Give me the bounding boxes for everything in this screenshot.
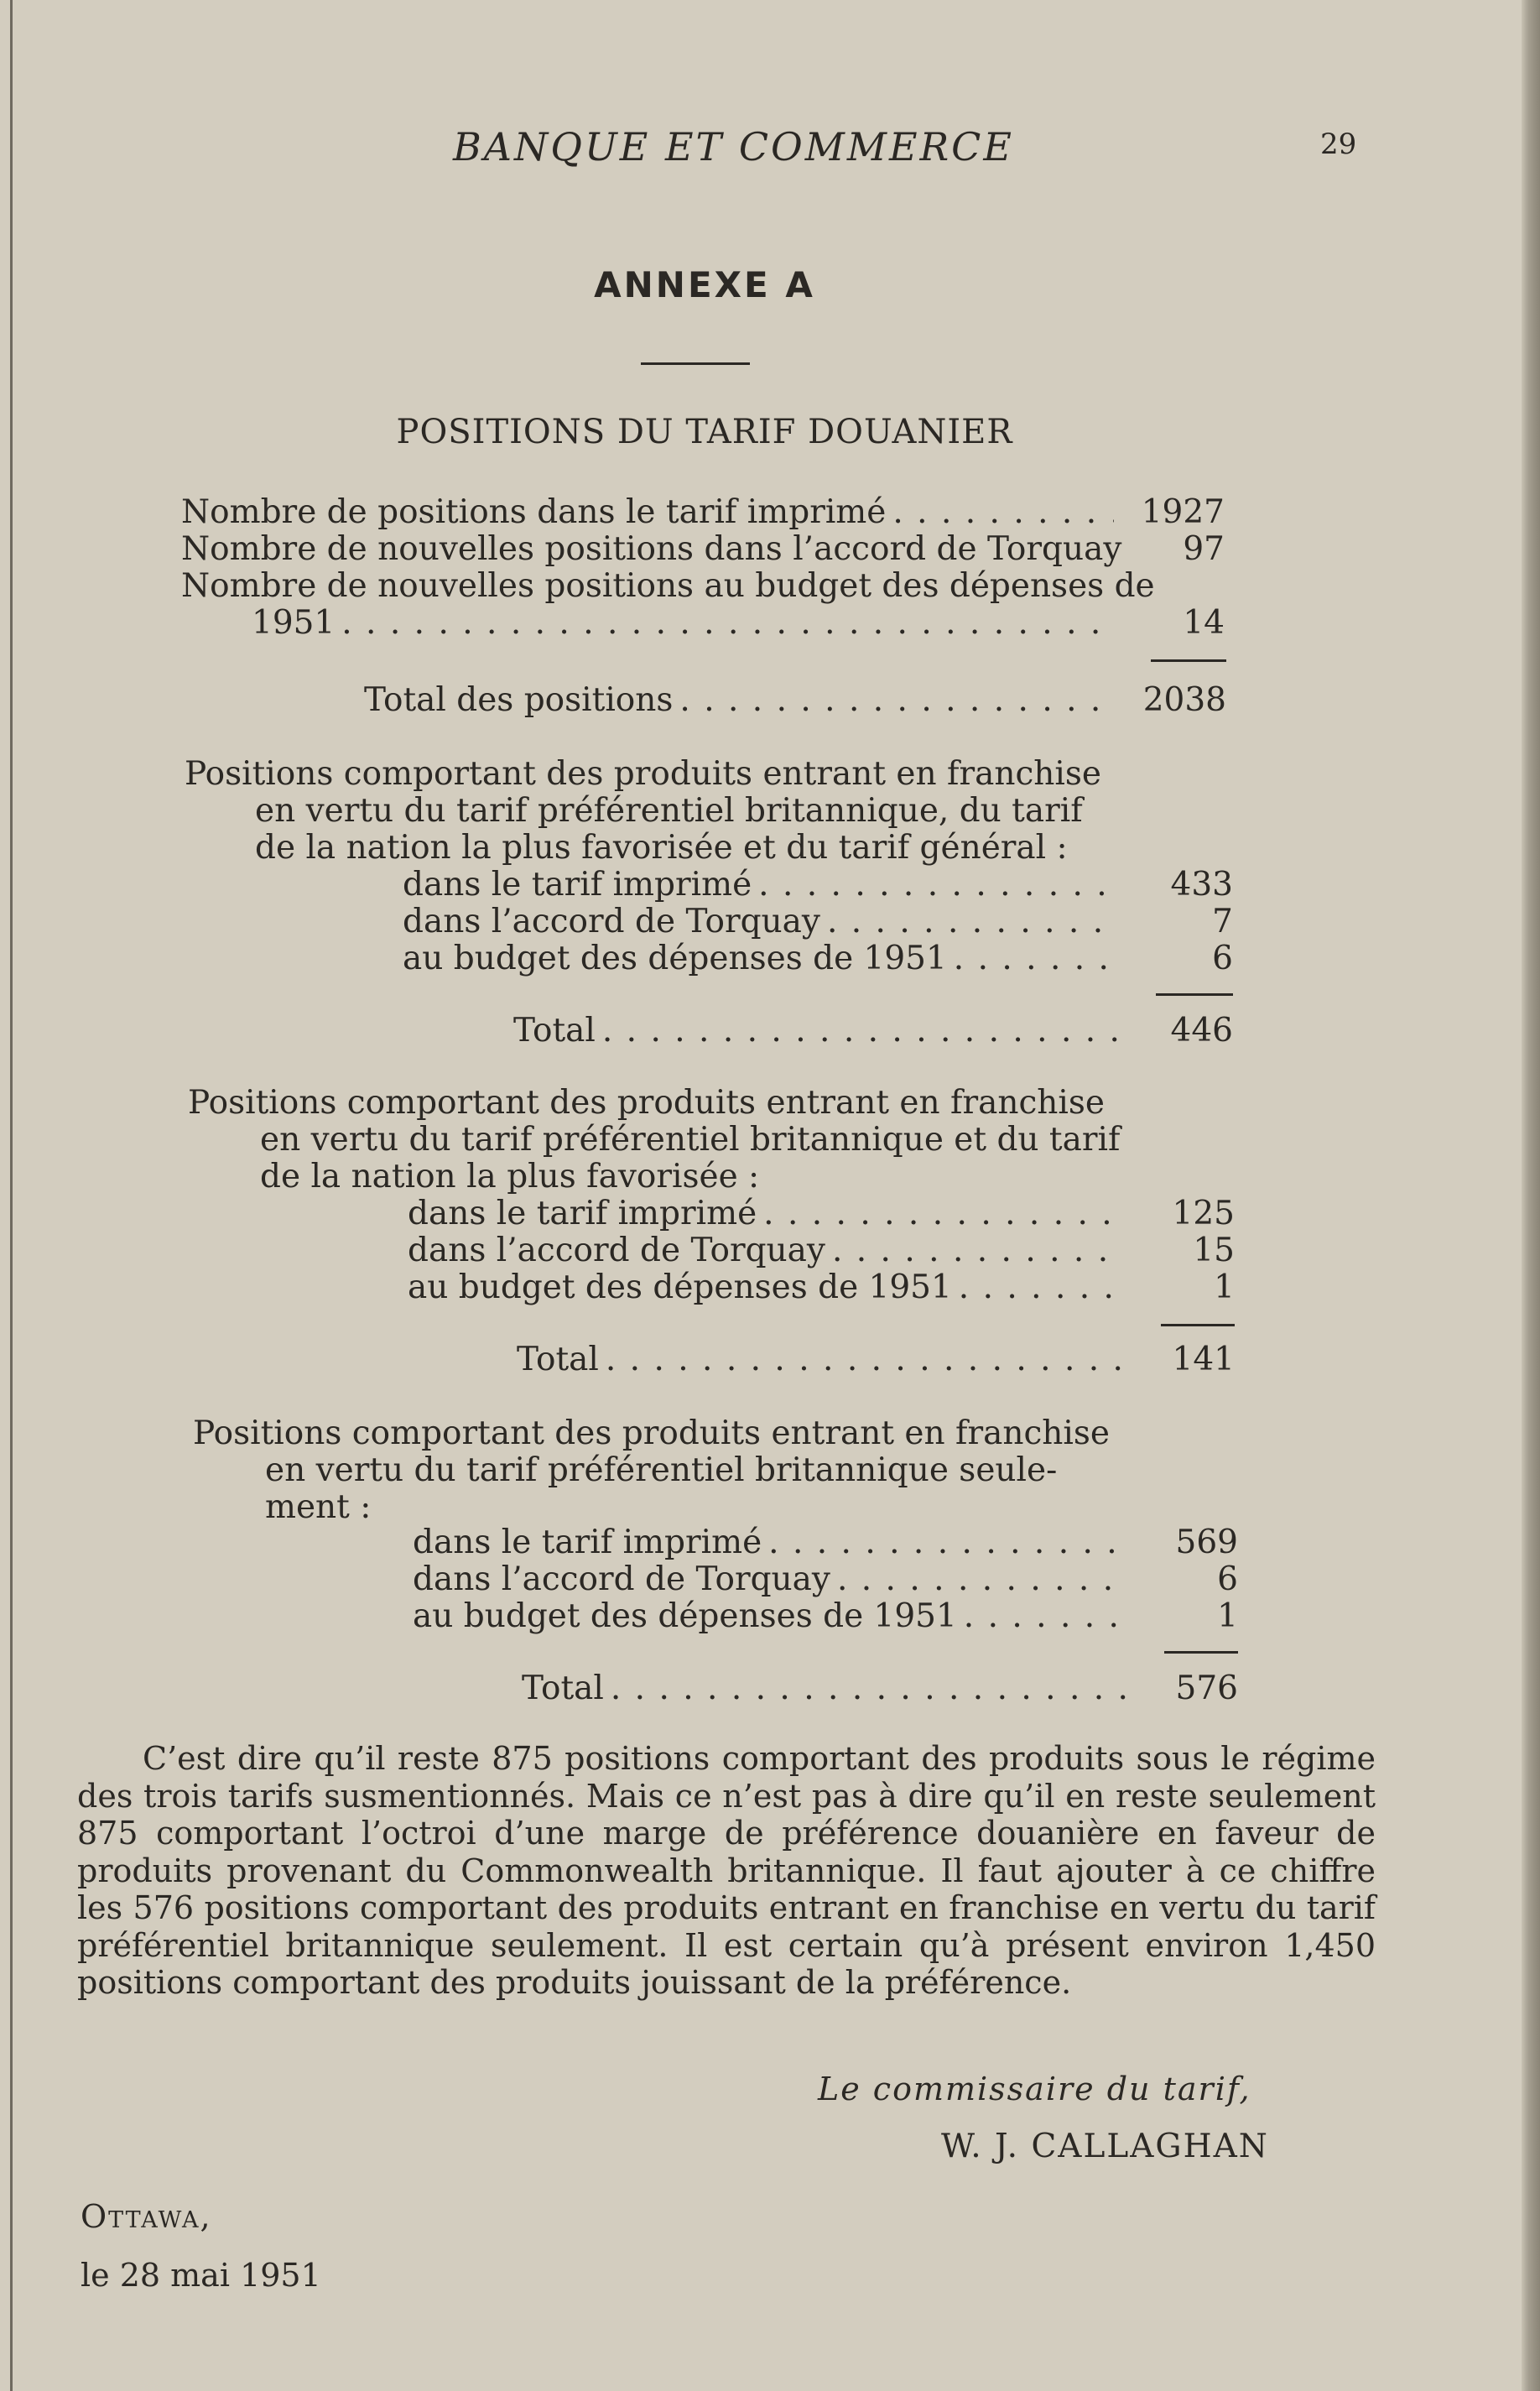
total-label: Total [522,1670,604,1707]
total-row [522,1670,1126,1708]
row-value: 569 [1175,1524,1238,1561]
row-label: au budget des dépenses de 1951 [403,940,947,977]
total-value: 446 [1170,1012,1233,1050]
row-label: dans l’accord de Torquay [403,903,820,940]
date: le 28 mai 1951 [81,2257,321,2294]
leader-dots [892,493,1114,532]
leader-dots [679,681,1114,720]
row-label: dans le tarif imprimé [413,1524,762,1561]
total-row [364,681,1114,720]
row-value: 1927 [1141,493,1225,531]
total-row [517,1341,1121,1379]
row-value: 433 [1170,866,1233,904]
page-number: 29 [1320,128,1357,161]
section-title: POSITIONS DU TARIF DOUANIER [396,413,1013,451]
row-value: 7 [1212,903,1233,940]
leader-dots [837,1560,1126,1599]
item-row [403,940,1116,978]
title-divider [641,362,750,365]
row-value: 15 [1193,1232,1235,1269]
sum-rule [1151,659,1226,662]
leader-dots [602,1012,1117,1050]
leader-dots [758,866,1116,904]
row-value: 97 [1183,530,1225,568]
leader-dots [954,940,1116,978]
book-spine-edge [1522,0,1540,2391]
row-value: 1 [1214,1268,1235,1306]
total-label: Total [517,1341,599,1378]
row-value: 1 [1217,1597,1238,1635]
item-row [403,903,1116,941]
leader-dots [832,1232,1121,1270]
row-label: dans l’accord de Torquay [413,1560,830,1598]
leader-dots [827,903,1116,941]
group-intro: Positions comportant des produits entrant en franchise [185,755,1101,793]
signatory-name: W. J. CALLAGHAN [941,2128,1269,2165]
leader-dots [341,604,1114,643]
row-label: dans l’accord de Torquay [408,1232,825,1269]
group-intro: en vertu du tarif préférentiel britannique et du tarif [260,1121,1121,1159]
item-row [413,1524,1126,1562]
row-label: au budget des dépenses de 1951 [408,1268,952,1306]
total-label: Total des positions [364,681,674,719]
row-label: Nombre de nouvelles positions dans l’accord de Torquay [181,530,1122,568]
sum-rule [1161,1324,1235,1326]
leader-dots [763,1195,1121,1233]
group-intro: de la nation la plus favorisée et du tarif général : [255,829,1068,867]
group-intro: Positions comportant des produits entrant en franchise [193,1414,1110,1452]
group-intro: en vertu du tarif préférentiel britannique, du tarif [255,792,1083,830]
total-value: 576 [1175,1670,1238,1707]
item-row [403,866,1116,904]
row-value: 6 [1217,1560,1238,1598]
body-paragraph: C’est dire qu’il reste 875 positions comportant des produits sous le régime des trois tarifs susmentionnés. Mais ce n’est pas à dire qu’il en reste seulement 875 comportant l’octroi d’une marge de préférence douanière en faveur de produits provenant du Commonwealth britannique. Il faut ajouter à ce chiffre les 576 positions comportant des produits entrant en franchise en vertu du tarif préférentiel britannique seulement. Il est certain qu’à présent environ 1,450 positions comportant des produits jouissant de la préférence. [77,1740,1376,2001]
sum-rule [1156,993,1233,996]
total-value: 2038 [1142,681,1226,719]
signatory-title: Le commissaire du tarif, [818,2071,1251,2107]
total-row [513,1012,1117,1050]
item-row [413,1597,1126,1636]
row-value: 14 [1183,604,1225,642]
group-intro: en vertu du tarif préférentiel britannique seule- [265,1451,1058,1489]
page-left-edge [10,0,13,2391]
group-intro: Positions comportant des produits entrant en franchise [188,1084,1105,1122]
group-intro: de la nation la plus favorisée : [260,1158,760,1196]
row-value: 125 [1172,1195,1235,1232]
annex-title: ANNEXE A [594,264,815,305]
item-row [413,1560,1126,1599]
running-title: BANQUE ET COMMERCE [453,124,1014,169]
row-label: dans le tarif imprimé [408,1195,757,1232]
item-row [408,1232,1121,1270]
leader-dots [959,1268,1121,1307]
row-label: Nombre de nouvelles positions au budget des dépenses de [181,567,1155,605]
total-label: Total [513,1012,596,1050]
place: Ottawa, [81,2198,212,2235]
leader-dots [611,1670,1126,1708]
total-value: 141 [1172,1341,1235,1378]
summary-row [181,493,1114,532]
leader-dots [964,1597,1126,1636]
leader-dots [768,1524,1126,1562]
row-label: 1951 [252,604,336,642]
group-intro: ment : [265,1488,372,1526]
leader-dots [606,1341,1121,1379]
page-header [0,124,1540,168]
row-value: 6 [1212,940,1233,977]
sum-rule [1164,1651,1238,1654]
item-row [408,1268,1121,1307]
summary-row [252,604,1114,643]
row-label: Nombre de positions dans le tarif imprimé [181,493,887,531]
row-label: dans le tarif imprimé [403,866,752,904]
item-row [408,1195,1121,1233]
row-label: au budget des dépenses de 1951 [413,1597,957,1635]
